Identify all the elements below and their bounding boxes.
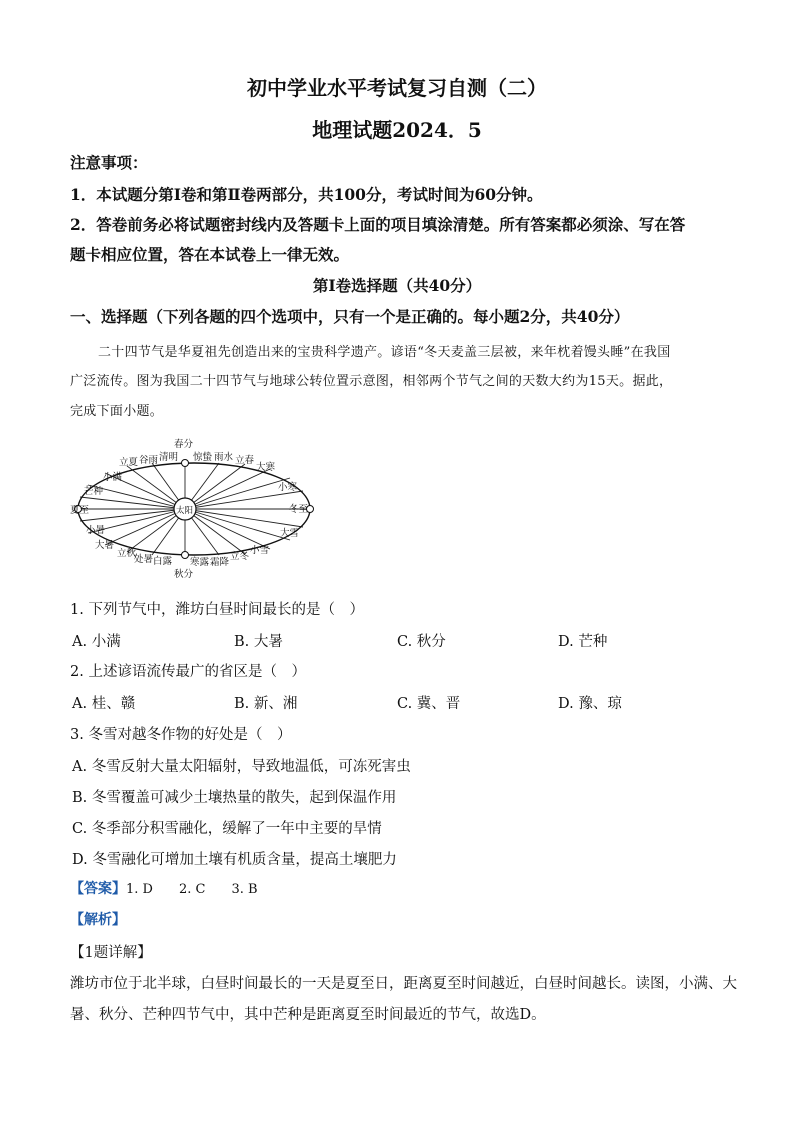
question-2-stem: 2. 上述谚语流传最广的省区是（ ） — [70, 664, 306, 680]
term-yushui: 雨水 — [214, 452, 234, 463]
question-3-option-a: A. 冬雪反射大量太阳辐射，导致地温低，可冻死害虫 — [72, 759, 411, 775]
term-lixia: 立夏 — [119, 457, 139, 468]
question-2-option-c: C. 冀、晋 — [397, 696, 461, 712]
intro-line-1: 二十四节气是华夏祖先创造出来的宝贵科学遗产。谚语“冬天麦盖三层被，来年枕着馒头睡”在我国 — [98, 345, 671, 360]
question-1-option-a: A. 小满 — [72, 634, 121, 650]
question-1-option-d: D. 芒种 — [558, 634, 608, 650]
question-1-option-b: B. 大暑 — [234, 634, 283, 650]
term-mangzhong: 芒种 — [84, 486, 104, 497]
exam-title: 初中学业水平考试复习自测（二） — [247, 76, 547, 100]
term-dahan: 大寒 — [256, 462, 276, 473]
sun-label: 太阳 — [176, 506, 194, 516]
exam-subtitle: 地理试题2024．5 — [312, 118, 482, 142]
question-3-option-c: C. 冬季部分积雪融化，缓解了一年中主要的旱情 — [72, 821, 382, 837]
term-qingming: 清明 — [159, 452, 179, 463]
term-qiufen: 秋分 — [174, 569, 194, 580]
term-chushu: 处暑 — [134, 554, 154, 565]
term-jingzhe: 惊蛰 — [193, 452, 213, 463]
notice-item-2-line-2: 题卡相应位置，答在本试卷上一律无效。 — [70, 245, 350, 264]
question-3-option-b: B. 冬雪覆盖可减少土壤热量的散失，起到保温作用 — [72, 790, 397, 806]
analysis-sub-heading: 【1题详解】 — [70, 945, 152, 961]
term-xiaoshu: 小暑 — [86, 525, 106, 536]
earth-autumn-equinox — [182, 552, 189, 559]
analysis-tag: 【解析】 — [70, 912, 126, 928]
section-heading: 一、选择题（下列各题的四个选项中，只有一个是正确的。每小题2分，共40分） — [70, 307, 630, 326]
earth-spring-equinox — [182, 460, 189, 467]
notice-item-1: 1．本试题分第Ⅰ卷和第Ⅱ卷两部分，共100分，考试时间为60分钟。 — [70, 185, 543, 204]
question-2-option-d: D. 豫、琼 — [558, 696, 622, 712]
term-xiaoman: 小满 — [103, 472, 123, 483]
question-2-option-a: A. 桂、赣 — [72, 696, 136, 712]
answer-line — [70, 878, 258, 898]
question-3-stem: 3. 冬雪对越冬作物的好处是（ ） — [70, 727, 292, 743]
analysis-line-1: 潍坊市位于北半球，白昼时间最长的一天是夏至日，距离夏至时间越近，白昼时间越长。读图，小满、大 — [70, 976, 737, 992]
question-1-stem: 1. 下列节气中，潍坊白昼时间最长的是（ ） — [70, 602, 364, 618]
term-lichun: 立春 — [235, 455, 255, 466]
question-3-option-d: D. 冬雪融化可增加土壤有机质含量，提高土壤肥力 — [72, 852, 397, 868]
term-shuangjiang: 霜降 — [210, 557, 230, 568]
term-xiaohan: 小寒 — [278, 482, 298, 493]
term-chunfen: 春分 — [174, 439, 194, 450]
intro-line-3: 完成下面小题。 — [70, 404, 164, 419]
intro-line-2: 广泛流传。图为我国二十四节气与地球公转位置示意图，相邻两个节气之间的天数大约为15天。据此， — [70, 374, 673, 389]
question-1-option-c: C. 秋分 — [397, 634, 446, 650]
question-2-option-b: B. 新、湘 — [234, 696, 298, 712]
term-dongzhi: 冬至 — [289, 504, 309, 515]
notice-item-2-line-1: 2．答卷前务必将试题密封线内及答题卡上面的项目填涂清楚。所有答案都必须涂、写在答 — [70, 215, 686, 234]
analysis-line-2: 暑、秋分、芒种四节气中，其中芒种是距离夏至时间最近的节气，故选D。 — [70, 1007, 546, 1023]
term-liqiu: 立秋 — [117, 548, 137, 559]
answer-tag: 【答案】 — [70, 881, 126, 897]
term-dashu: 大暑 — [95, 540, 115, 551]
term-lidong: 立冬 — [230, 551, 250, 562]
term-bailu: 白露 — [153, 556, 173, 567]
notice-heading: 注意事项： — [70, 153, 148, 172]
part-one-title: 第Ⅰ卷选择题（共40分） — [312, 276, 482, 295]
term-xiazhi: 夏至 — [70, 505, 90, 516]
term-xiaoxue: 小雪 — [250, 545, 270, 556]
term-daxue: 大雪 — [280, 528, 300, 539]
solar-terms-orbit-diagram — [70, 436, 330, 582]
term-hanlu: 寒露 — [190, 557, 210, 568]
answer-text: 1. D 2. C 3. B — [126, 882, 258, 897]
term-guyu: 谷雨 — [139, 455, 159, 466]
